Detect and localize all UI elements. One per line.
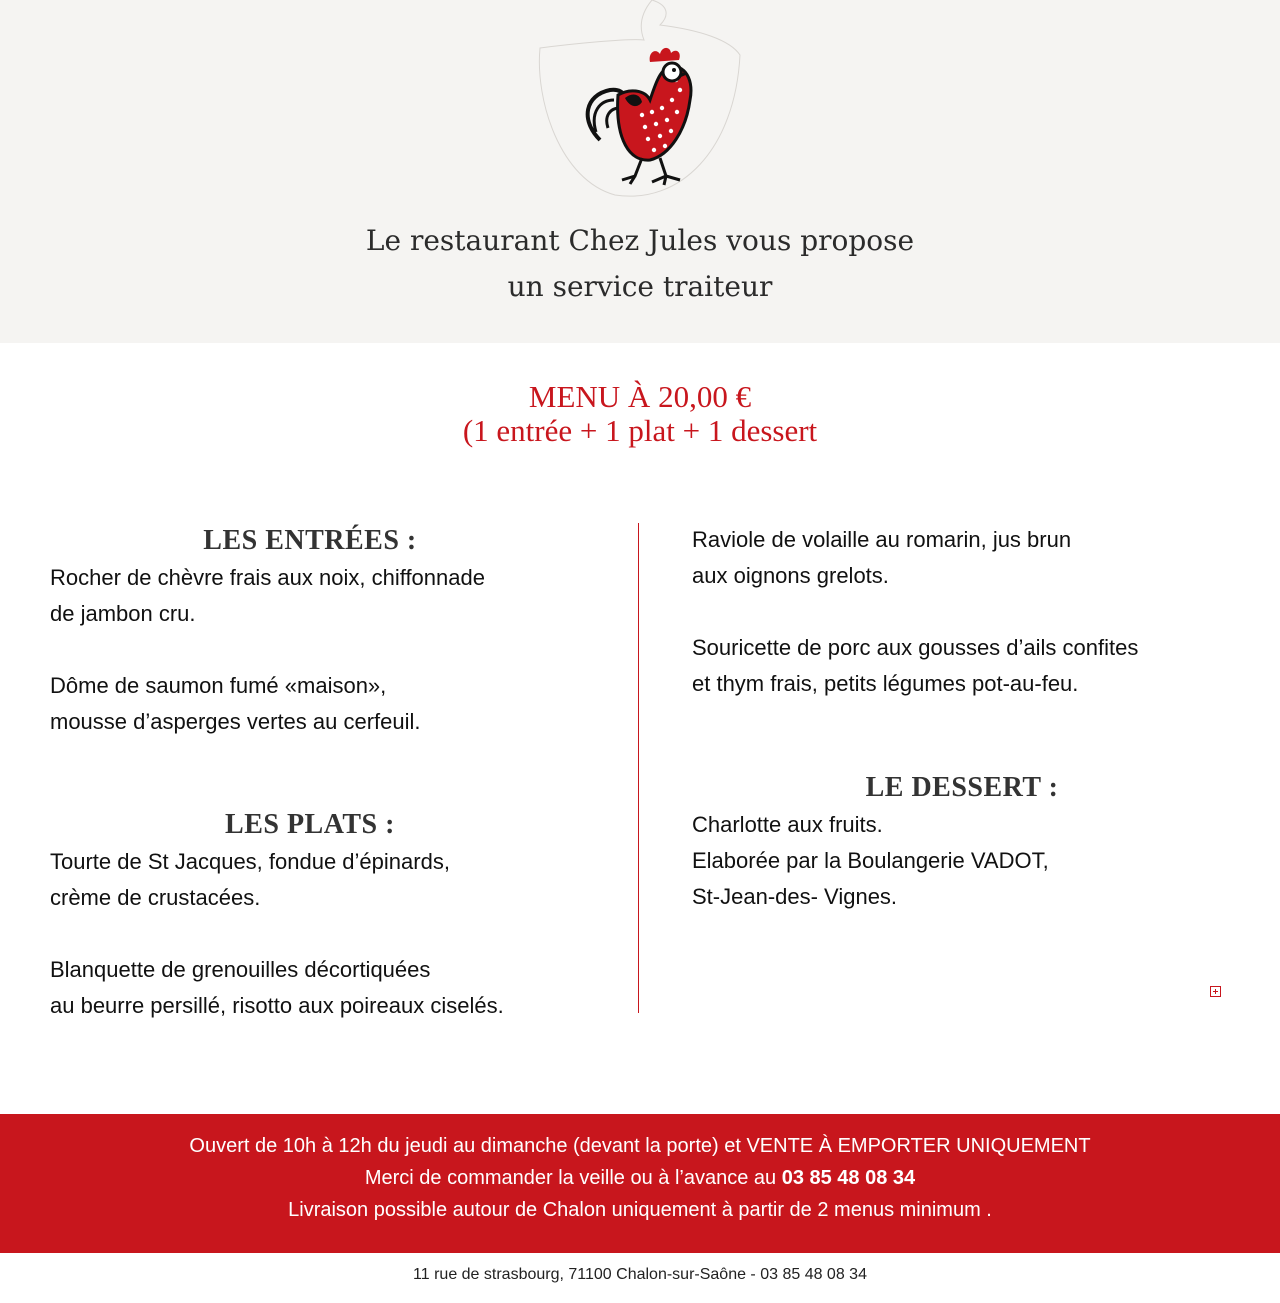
plat-3-line-2: aux oignons grelots. [692,563,889,588]
right-column [692,522,1232,915]
menu-price: MENU À 20,00 € [528,379,752,414]
plat-1-line-2: crème de crustacées. [50,885,261,910]
intro-text [0,218,1280,310]
footer-address: 11 rue de strasbourg, 71100 Chalon-sur-Saône - 03 85 48 08 34 [413,1266,867,1283]
opening-hours: Ouvert de 10h à 12h du jeudi au dimanche (devant la porte) et VENTE À EMPORTER UNIQUEMENT [189,1135,1091,1157]
dessert-line-1: Charlotte aux fruits. [692,812,883,837]
rooster-icon [530,0,750,200]
dessert-title: LE DESSERT : [865,772,1059,803]
plat-3-line-1: Raviole de volaille au romarin, jus brun [692,527,1072,552]
plat-2-line-1: Blanquette de grenouilles décortiquées [50,957,431,982]
plats-title: LES PLATS : [225,809,395,840]
intro-line-1: Le restaurant Chez Jules vous propose [365,224,915,257]
order-phone: 03 85 48 08 34 [781,1167,916,1189]
plat-2-line-2: au beurre persillé, risotto aux poireaux ciselés. [50,993,504,1018]
entree-1-line-2: de jambon cru. [50,601,196,626]
left-column [50,522,570,1024]
plus-square-icon[interactable] [1210,986,1221,997]
menu-title [0,380,1280,448]
plat-4-line-1: Souricette de porc aux gousses d’ails confites [692,635,1139,660]
entree-2-line-1: Dôme de saumon fumé «maison», [50,673,387,698]
entree-2-line-2: mousse d’asperges vertes au cerfeuil. [50,709,421,734]
order-info [0,1162,1280,1194]
plat-4-line-2: et thym frais, petits légumes pot-au-feu. [692,671,1079,696]
order-text: Merci de commander la veille ou à l’avance au [364,1167,782,1189]
menu-composition: (1 entrée + 1 plat + 1 dessert [462,413,818,448]
intro-line-2: un service traiteur [507,270,773,303]
plat-1-line-1: Tourte de St Jacques, fondue d’épinards, [50,849,450,874]
dessert-line-2: Elaborée par la Boulangerie VADOT, [692,848,1049,873]
delivery-info: Livraison possible autour de Chalon uniquement à partir de 2 menus minimum . [288,1199,992,1221]
hero-section [0,0,1280,343]
entree-1-line-1: Rocher de chèvre frais aux noix, chiffonnade [50,565,485,590]
dessert-line-3: St-Jean-des- Vignes. [692,884,898,909]
info-banner [0,1114,1280,1253]
column-divider [638,523,639,1013]
entrees-title: LES ENTRÉES : [203,525,417,556]
